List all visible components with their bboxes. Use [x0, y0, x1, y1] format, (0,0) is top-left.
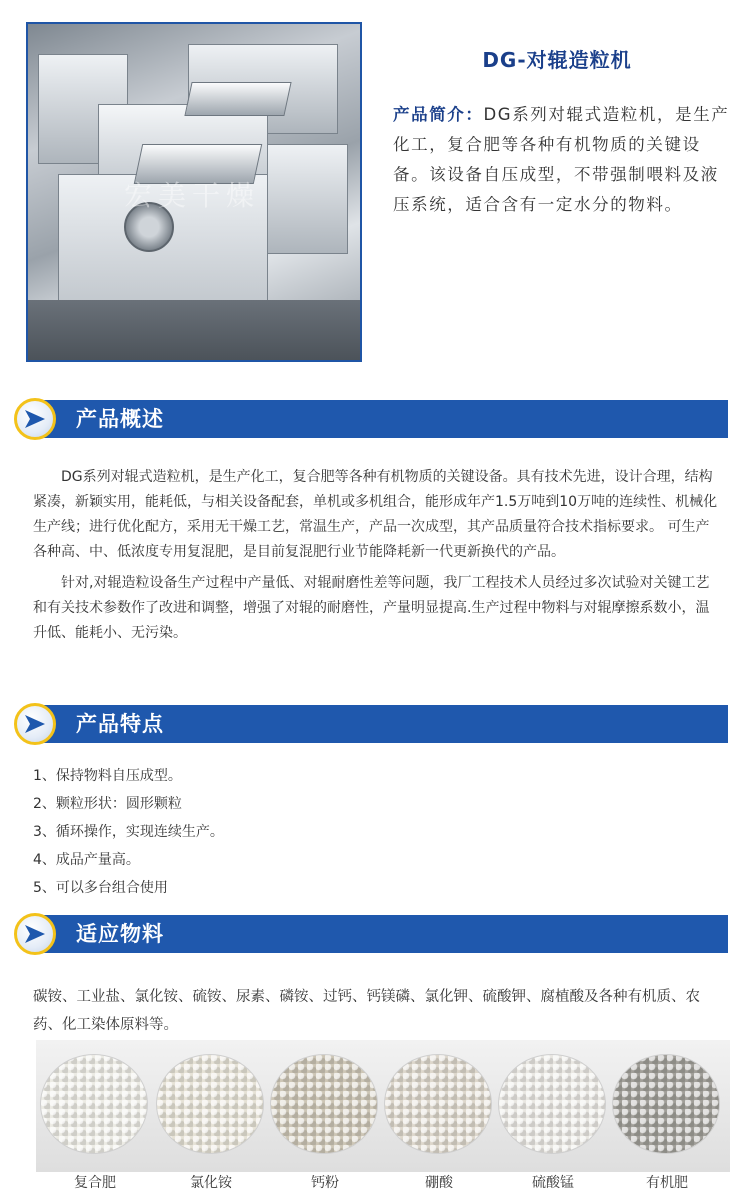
product-title: DG-对辊造粒机	[482, 48, 632, 72]
materials-text: 碳铵、工业盐、氯化铵、硫铵、尿素、磷铵、过钙、钙镁磷、氯化钾、硫酸钾、腐植酸及各种有机质、农药、化工染体原料等。	[33, 989, 700, 1033]
sample-label: 复合肥	[74, 1175, 116, 1191]
arrow-right-icon	[14, 703, 56, 745]
photo-watermark: 宏美干燥	[124, 179, 261, 212]
section-header-features	[14, 703, 730, 745]
sample-label: 有机肥	[646, 1175, 688, 1191]
intro-label: 产品简介：	[393, 105, 484, 124]
sample-label: 氯化铵	[190, 1175, 232, 1191]
granule-sample-image	[612, 1054, 720, 1154]
feature-item: 3、循环操作，实现连续生产。	[33, 824, 224, 840]
sample-item	[612, 1054, 722, 1192]
section-title: 产品概述	[76, 407, 164, 431]
sample-label: 钙粉	[311, 1175, 339, 1191]
feature-item: 4、成品产量高。	[33, 852, 140, 868]
product-photo	[26, 22, 362, 362]
material-samples	[36, 1040, 730, 1195]
section-header-materials	[14, 913, 730, 955]
granule-sample-image	[384, 1054, 492, 1154]
arrow-right-icon	[14, 398, 56, 440]
sample-item	[40, 1054, 150, 1192]
feature-item: 2、颗粒形状：圆形颗粒	[33, 796, 182, 812]
feature-item: 5、可以多台组合使用	[33, 880, 168, 896]
sample-item	[156, 1054, 266, 1192]
product-intro	[393, 100, 733, 220]
overview-paragraph: DG系列对辊式造粒机，是生产化工，复合肥等各种有机物质的关键设备。具有技术先进，设计合理，结构紧凑，新颖实用，能耗低，与相关设备配套，单机或多机组合，能形成年产1.5万吨到10万吨的连续性、机械化生产线；进行优化配方，采用无干燥工艺，常温生产，产品一次成型，其产品质量符合技术指标要求。 可生产各种高、中、低浓度专用复混肥，是目前复混肥行业节能降耗新一代更新换代的产品。	[33, 469, 718, 560]
sample-item	[270, 1054, 380, 1192]
intro-text: DG系列对辊式造粒机，是生产化工，复合肥等各种有机物质的关键设备。该设备自压成型，不带强制喂料及液压系统，适合含有一定水分的物料。	[393, 105, 730, 214]
section-header-overview	[14, 398, 730, 440]
feature-item: 1、保持物料自压成型。	[33, 768, 182, 784]
sample-label: 硼酸	[425, 1175, 453, 1191]
overview-paragraph: 针对,对辊造粒设备生产过程中产量低、对辊耐磨性差等问题，我厂工程技术人员经过多次试验对关键工艺和有关技术参数作了改进和调整，增强了对辊的耐磨性，产量明显提高.生产过程中物料与对辊摩擦系数小，温升低、能耗小、无污染。	[33, 575, 710, 641]
sample-item	[498, 1054, 608, 1192]
granule-sample-image	[156, 1054, 264, 1154]
sample-item	[384, 1054, 494, 1192]
granule-sample-image	[270, 1054, 378, 1154]
granule-sample-image	[40, 1054, 148, 1154]
section-title: 适应物料	[76, 922, 164, 946]
arrow-right-icon	[14, 913, 56, 955]
section-title: 产品特点	[76, 712, 164, 736]
sample-label: 硫酸锰	[532, 1175, 574, 1191]
overview-text	[33, 465, 723, 646]
features-list	[33, 762, 713, 902]
granule-sample-image	[498, 1054, 606, 1154]
